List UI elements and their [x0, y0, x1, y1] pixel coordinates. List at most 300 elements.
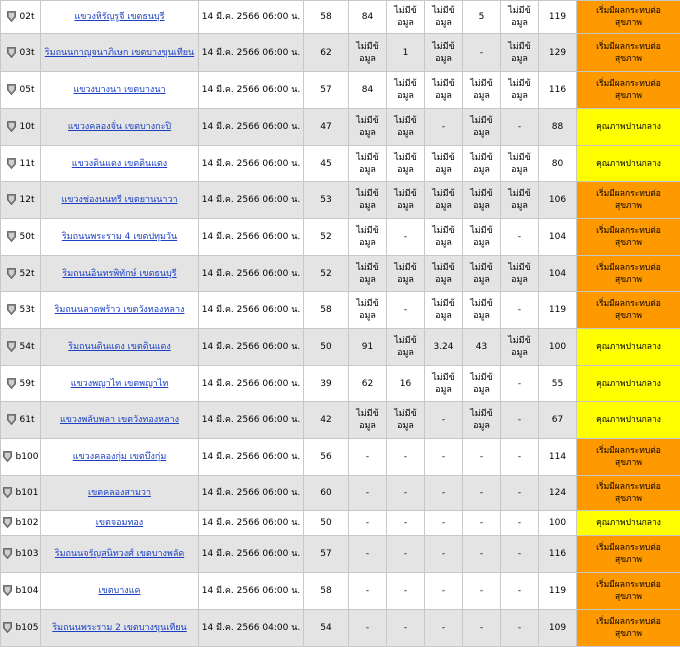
station-id: b105: [16, 623, 39, 633]
value-text: 56: [320, 452, 331, 462]
value-cell-v2: [349, 1, 387, 34]
status-badge: [577, 256, 680, 292]
status-text: เริ่มมีผลกระทบต่อสุขภาพ: [594, 542, 664, 566]
value-text: -: [480, 518, 483, 528]
no-data-text: ไม่มีข้อมูล: [393, 262, 419, 286]
status-badge: [577, 219, 680, 256]
shield-marker-icon: [7, 231, 16, 242]
timestamp-cell: [199, 1, 304, 34]
value-cell-v6: [501, 256, 539, 292]
value-cell-v2: [349, 146, 387, 182]
table-row: [1, 219, 680, 256]
station-link[interactable]: ริมถนนกาญจนาภิเษก เขตบางขุนเทียน: [45, 48, 194, 58]
no-data-text: ไม่มีข้อมูล: [393, 78, 419, 102]
value-cell-v5: [463, 573, 501, 610]
timestamp: 14 มี.ค. 2566 06:00 น.: [202, 305, 300, 315]
timestamp-cell: [199, 34, 304, 72]
value-text: 57: [320, 549, 331, 559]
timestamp-cell: [199, 511, 304, 536]
value-cell-v3: [387, 1, 425, 34]
value-cell-v5: [463, 292, 501, 329]
value-text: 42: [320, 415, 331, 425]
value-cell-v3: [387, 34, 425, 72]
value-cell-v6: [501, 219, 539, 256]
value-cell-v2: [349, 573, 387, 610]
value-cell-v6: [501, 439, 539, 476]
value-text: 52: [320, 232, 331, 242]
value-text: -: [518, 305, 521, 315]
status-text: เริ่มมีผลกระทบต่อสุขภาพ: [594, 188, 664, 212]
station-id: 12t: [20, 195, 35, 205]
value-cell-v5: [463, 109, 501, 146]
value-cell-v1: [304, 476, 349, 511]
station-id-cell: [1, 610, 41, 647]
value-text: -: [404, 623, 407, 633]
value-text: 55: [552, 379, 563, 389]
status-text: เริ่มมีผลกระทบต่อสุขภาพ: [594, 78, 664, 102]
shield-marker-icon: [3, 622, 12, 633]
value-text: -: [366, 452, 369, 462]
value-cell-v5: [463, 34, 501, 72]
status-badge: [577, 34, 680, 72]
value-text: 47: [320, 122, 331, 132]
status-badge: [577, 366, 680, 402]
table-row: [1, 476, 680, 511]
value-cell-v6: [501, 329, 539, 366]
value-cell-v3: [387, 402, 425, 439]
status-badge: [577, 329, 680, 366]
value-cell-v2: [349, 109, 387, 146]
value-cell-v4: [425, 182, 463, 219]
value-text: -: [366, 586, 369, 596]
status-badge: [577, 511, 680, 536]
value-text: 104: [549, 232, 566, 242]
value-text: -: [404, 305, 407, 315]
value-text: 53: [320, 195, 331, 205]
table-row: [1, 146, 680, 182]
value-text: 88: [552, 122, 563, 132]
no-data-text: ไม่มีข้อมูล: [355, 115, 381, 139]
value-text: 116: [549, 85, 566, 95]
value-text: -: [442, 518, 445, 528]
timestamp: 14 มี.ค. 2566 06:00 น.: [202, 452, 300, 462]
value-text: -: [518, 452, 521, 462]
shield-marker-icon: [3, 585, 12, 596]
status-text: เริ่มมีผลกระทบต่อสุขภาพ: [594, 481, 664, 505]
no-data-text: ไม่มีข้อมูล: [431, 5, 457, 29]
value-cell-v5: [463, 72, 501, 109]
timestamp: 14 มี.ค. 2566 06:00 น.: [202, 269, 300, 279]
value-text: -: [366, 549, 369, 559]
value-cell-v3: [387, 329, 425, 366]
table-row: [1, 72, 680, 109]
no-data-text: ไม่มีข้อมูล: [469, 372, 495, 396]
no-data-text: ไม่มีข้อมูล: [355, 152, 381, 176]
value-cell-v6: [501, 536, 539, 573]
value-text: -: [518, 415, 521, 425]
value-cell-v3: [387, 72, 425, 109]
timestamp: 14 มี.ค. 2566 06:00 น.: [202, 518, 300, 528]
value-cell-v6: [501, 366, 539, 402]
value-text: -: [442, 549, 445, 559]
value-cell-aqi: [539, 256, 577, 292]
value-cell-v2: [349, 292, 387, 329]
no-data-text: ไม่มีข้อมูล: [469, 78, 495, 102]
timestamp: 14 มี.ค. 2566 06:00 น.: [202, 48, 300, 58]
value-cell-v5: [463, 610, 501, 647]
value-text: 5: [479, 12, 485, 22]
shield-marker-icon: [7, 11, 16, 22]
value-cell-aqi: [539, 536, 577, 573]
status-badge: [577, 573, 680, 610]
timestamp-cell: [199, 573, 304, 610]
value-cell-v5: [463, 439, 501, 476]
value-text: -: [366, 518, 369, 528]
station-link[interactable]: เขตคลองสามวา: [88, 488, 151, 498]
station-link[interactable]: ริมถนนพระราม 2 เขตบางขุนเทียน: [52, 623, 186, 633]
status-text: คุณภาพปานกลาง: [584, 158, 674, 170]
station-link[interactable]: แขวงบางนา เขตบางนา: [73, 85, 165, 95]
value-cell-v5: [463, 182, 501, 219]
value-cell-v4: [425, 256, 463, 292]
station-id: b102: [16, 518, 39, 528]
value-cell-v2: [349, 34, 387, 72]
value-cell-v3: [387, 366, 425, 402]
value-text: 45: [320, 159, 331, 169]
station-name-cell: [41, 610, 199, 647]
timestamp: 14 มี.ค. 2566 06:00 น.: [202, 122, 300, 132]
value-cell-v1: [304, 573, 349, 610]
no-data-text: ไม่มีข้อมูล: [469, 262, 495, 286]
station-link[interactable]: เขตบางแค: [98, 586, 140, 596]
table-row: [1, 536, 680, 573]
value-text: 116: [549, 549, 566, 559]
status-badge: [577, 439, 680, 476]
status-text: เริ่มมีผลกระทบต่อสุขภาพ: [594, 579, 664, 603]
no-data-text: ไม่มีข้อมูล: [507, 188, 533, 212]
value-cell-aqi: [539, 402, 577, 439]
value-cell-aqi: [539, 109, 577, 146]
no-data-text: ไม่มีข้อมูล: [469, 152, 495, 176]
value-text: 67: [552, 415, 563, 425]
value-text: -: [366, 488, 369, 498]
value-cell-aqi: [539, 329, 577, 366]
no-data-text: ไม่มีข้อมูล: [393, 115, 419, 139]
value-cell-aqi: [539, 1, 577, 34]
timestamp: 14 มี.ค. 2566 06:00 น.: [202, 488, 300, 498]
station-id: 61t: [20, 415, 35, 425]
value-text: 100: [549, 342, 566, 352]
value-text: 39: [320, 379, 331, 389]
shield-marker-icon: [7, 47, 16, 58]
value-text: -: [518, 586, 521, 596]
station-id-cell: [1, 1, 41, 34]
no-data-text: ไม่มีข้อมูล: [355, 298, 381, 322]
status-text: คุณภาพปานกลาง: [584, 414, 674, 426]
station-name-cell: [41, 109, 199, 146]
no-data-text: ไม่มีข้อมูล: [507, 335, 533, 359]
value-cell-aqi: [539, 511, 577, 536]
value-text: -: [480, 549, 483, 559]
shield-marker-icon: [7, 341, 16, 352]
table-row: [1, 366, 680, 402]
value-cell-v6: [501, 109, 539, 146]
no-data-text: ไม่มีข้อมูล: [431, 152, 457, 176]
value-cell-v1: [304, 1, 349, 34]
value-cell-v6: [501, 511, 539, 536]
value-cell-v2: [349, 329, 387, 366]
value-text: 62: [362, 379, 373, 389]
value-text: 1: [403, 48, 409, 58]
value-text: -: [518, 518, 521, 528]
value-text: 43: [476, 342, 487, 352]
value-cell-v4: [425, 610, 463, 647]
value-text: -: [404, 518, 407, 528]
table-row: [1, 402, 680, 439]
table-row: [1, 109, 680, 146]
value-cell-v6: [501, 146, 539, 182]
shield-marker-icon: [7, 84, 16, 95]
station-link[interactable]: แขวงพญาไท เขตพญาไท: [71, 379, 169, 389]
station-id: 10t: [20, 122, 35, 132]
value-cell-v4: [425, 292, 463, 329]
station-id-cell: [1, 573, 41, 610]
shield-marker-icon: [7, 378, 16, 389]
timestamp: 14 มี.ค. 2566 04:00 น.: [202, 623, 300, 633]
no-data-text: ไม่มีข้อมูล: [431, 262, 457, 286]
no-data-text: ไม่มีข้อมูล: [469, 225, 495, 249]
value-cell-v4: [425, 573, 463, 610]
shield-marker-icon: [3, 517, 12, 528]
station-id-cell: [1, 219, 41, 256]
value-text: 62: [320, 48, 331, 58]
value-text: -: [518, 379, 521, 389]
station-id-cell: [1, 439, 41, 476]
value-cell-aqi: [539, 146, 577, 182]
value-cell-v5: [463, 402, 501, 439]
value-text: -: [404, 488, 407, 498]
value-text: 60: [320, 488, 331, 498]
timestamp-cell: [199, 476, 304, 511]
value-cell-v6: [501, 1, 539, 34]
station-name-cell: [41, 292, 199, 329]
value-cell-v3: [387, 182, 425, 219]
no-data-text: ไม่มีข้อมูล: [355, 262, 381, 286]
station-link[interactable]: เขตจอมทอง: [96, 518, 143, 528]
status-text: เริ่มมีผลกระทบต่อสุขภาพ: [594, 445, 664, 469]
status-text: คุณภาพปานกลาง: [584, 517, 674, 529]
timestamp: 14 มี.ค. 2566 06:00 น.: [202, 379, 300, 389]
station-link[interactable]: ริมถนนดินแดง เขตดินแดง: [68, 342, 171, 352]
table-row: [1, 439, 680, 476]
value-text: -: [518, 549, 521, 559]
value-cell-v1: [304, 34, 349, 72]
station-id: 50t: [20, 232, 35, 242]
value-cell-v2: [349, 72, 387, 109]
value-cell-v4: [425, 109, 463, 146]
no-data-text: ไม่มีข้อมูล: [507, 41, 533, 65]
value-cell-v5: [463, 476, 501, 511]
timestamp-cell: [199, 146, 304, 182]
no-data-text: ไม่มีข้อมูล: [355, 188, 381, 212]
value-cell-aqi: [539, 439, 577, 476]
value-cell-v4: [425, 536, 463, 573]
no-data-text: ไม่มีข้อมูล: [469, 298, 495, 322]
timestamp-cell: [199, 439, 304, 476]
station-link[interactable]: ริมถนนพระราม 4 เขตปทุมวัน: [62, 232, 177, 242]
status-badge: [577, 292, 680, 329]
station-id: b100: [16, 452, 39, 462]
timestamp: 14 มี.ค. 2566 06:00 น.: [202, 415, 300, 425]
value-text: -: [518, 488, 521, 498]
value-cell-v3: [387, 511, 425, 536]
station-name-cell: [41, 476, 199, 511]
status-badge: [577, 146, 680, 182]
value-cell-v4: [425, 476, 463, 511]
value-cell-v3: [387, 439, 425, 476]
value-cell-v2: [349, 536, 387, 573]
value-text: -: [480, 48, 483, 58]
value-cell-aqi: [539, 476, 577, 511]
timestamp-cell: [199, 329, 304, 366]
station-id-cell: [1, 329, 41, 366]
station-name-cell: [41, 146, 199, 182]
station-id-cell: [1, 536, 41, 573]
value-text: -: [480, 623, 483, 633]
timestamp-cell: [199, 402, 304, 439]
station-name-cell: [41, 256, 199, 292]
value-cell-v5: [463, 219, 501, 256]
no-data-text: ไม่มีข้อมูล: [393, 152, 419, 176]
value-cell-v5: [463, 146, 501, 182]
station-link[interactable]: แขวงดินแดง เขตดินแดง: [72, 159, 167, 169]
value-cell-v1: [304, 292, 349, 329]
value-cell-v2: [349, 182, 387, 219]
station-name-cell: [41, 366, 199, 402]
station-name-cell: [41, 72, 199, 109]
value-cell-v6: [501, 34, 539, 72]
station-name-cell: [41, 511, 199, 536]
station-link[interactable]: ริมถนนอินทรพิทักษ์ เขตธนบุรี: [62, 269, 176, 279]
timestamp: 14 มี.ค. 2566 06:00 น.: [202, 549, 300, 559]
value-text: 104: [549, 269, 566, 279]
status-text: เริ่มมีผลกระทบต่อสุขภาพ: [594, 616, 664, 640]
station-name-cell: [41, 402, 199, 439]
station-name-cell: [41, 182, 199, 219]
value-text: 52: [320, 269, 331, 279]
timestamp-cell: [199, 219, 304, 256]
value-cell-v4: [425, 146, 463, 182]
timestamp: 14 มี.ค. 2566 06:00 น.: [202, 85, 300, 95]
status-badge: [577, 402, 680, 439]
station-name-cell: [41, 34, 199, 72]
station-id: 11t: [20, 159, 35, 169]
station-id-cell: [1, 402, 41, 439]
value-cell-aqi: [539, 34, 577, 72]
timestamp-cell: [199, 292, 304, 329]
value-cell-v1: [304, 536, 349, 573]
station-link[interactable]: แขวงช่องนนทรี เขตยานนาวา: [61, 195, 177, 205]
value-cell-v3: [387, 292, 425, 329]
no-data-text: ไม่มีข้อมูล: [393, 408, 419, 432]
station-id: 03t: [20, 48, 35, 58]
station-link[interactable]: แขวงคลองจั่น เขตบางกะปิ: [68, 122, 171, 132]
value-text: -: [480, 488, 483, 498]
status-text: คุณภาพปานกลาง: [584, 378, 674, 390]
value-cell-v3: [387, 536, 425, 573]
station-id-cell: [1, 511, 41, 536]
value-text: -: [442, 586, 445, 596]
timestamp-cell: [199, 109, 304, 146]
value-cell-v3: [387, 476, 425, 511]
value-text: 50: [320, 342, 331, 352]
station-id: 53t: [20, 305, 35, 315]
station-link[interactable]: ริมถนนลาดพร้าว เขตวังทองหลาง: [55, 305, 185, 315]
value-cell-v2: [349, 256, 387, 292]
value-cell-v5: [463, 256, 501, 292]
station-id: b104: [16, 586, 39, 596]
value-text: -: [442, 122, 445, 132]
no-data-text: ไม่มีข้อมูล: [431, 188, 457, 212]
value-cell-v4: [425, 439, 463, 476]
table-row: [1, 34, 680, 72]
table-row: [1, 329, 680, 366]
no-data-text: ไม่มีข้อมูล: [507, 78, 533, 102]
status-text: เริ่มมีผลกระทบต่อสุขภาพ: [594, 5, 664, 29]
value-cell-v2: [349, 402, 387, 439]
station-id-cell: [1, 146, 41, 182]
value-cell-v4: [425, 402, 463, 439]
timestamp-cell: [199, 256, 304, 292]
station-name-cell: [41, 536, 199, 573]
no-data-text: ไม่มีข้อมูล: [469, 188, 495, 212]
value-cell-v4: [425, 219, 463, 256]
value-cell-v6: [501, 402, 539, 439]
no-data-text: ไม่มีข้อมูล: [431, 41, 457, 65]
value-cell-v1: [304, 610, 349, 647]
value-text: 80: [552, 159, 563, 169]
timestamp: 14 มี.ค. 2566 06:00 น.: [202, 12, 300, 22]
shield-marker-icon: [7, 304, 16, 315]
station-link[interactable]: ริมถนนจรัญสนิทวงศ์ เขตบางพลัด: [55, 549, 184, 559]
value-cell-aqi: [539, 219, 577, 256]
station-link[interactable]: แขวงคลองกุ่ม เขตบึงกุ่ม: [73, 452, 167, 462]
shield-marker-icon: [3, 548, 12, 559]
value-cell-v5: [463, 536, 501, 573]
value-cell-v2: [349, 219, 387, 256]
value-cell-v1: [304, 256, 349, 292]
no-data-text: ไม่มีข้อมูล: [431, 78, 457, 102]
value-text: 109: [549, 623, 566, 633]
status-text: เริ่มมีผลกระทบต่อสุขภาพ: [594, 41, 664, 65]
station-id: 05t: [20, 85, 35, 95]
value-text: 50: [320, 518, 331, 528]
value-text: 119: [549, 586, 566, 596]
station-link[interactable]: แขวงหิรัญรูจี เขตธนบุรี: [74, 12, 164, 22]
value-cell-aqi: [539, 292, 577, 329]
shield-marker-icon: [3, 487, 12, 498]
station-link[interactable]: แขวงพลับพลา เขตวังทองหลาง: [60, 415, 179, 425]
no-data-text: ไม่มีข้อมูล: [393, 5, 419, 29]
status-text: คุณภาพปานกลาง: [584, 121, 674, 133]
value-cell-v6: [501, 476, 539, 511]
value-text: 54: [320, 623, 331, 633]
station-id-cell: [1, 292, 41, 329]
value-cell-v4: [425, 511, 463, 536]
table-row: [1, 1, 680, 34]
timestamp: 14 มี.ค. 2566 06:00 น.: [202, 586, 300, 596]
no-data-text: ไม่มีข้อมูล: [469, 408, 495, 432]
